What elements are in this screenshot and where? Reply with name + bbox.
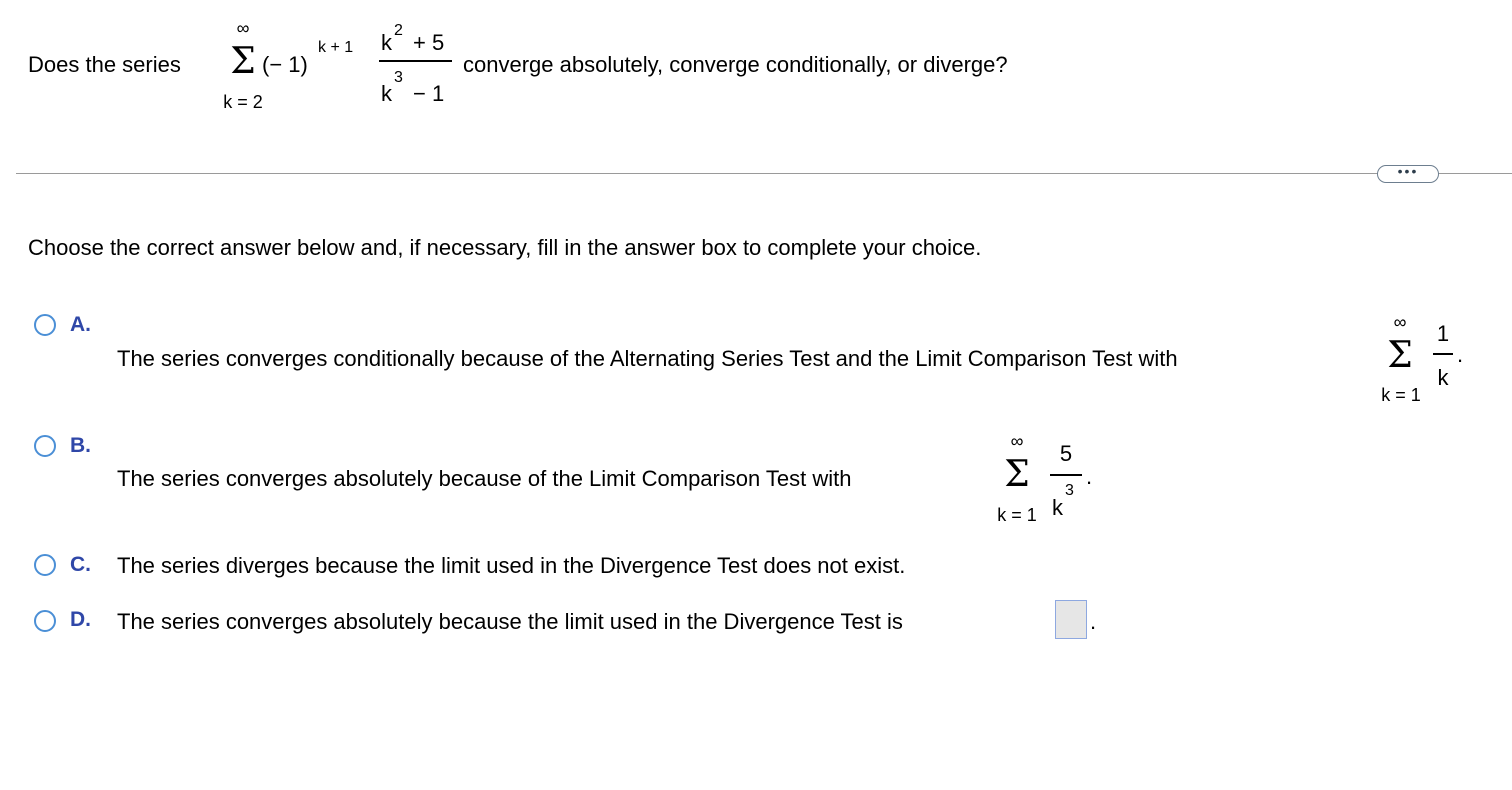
option-a-numerator: 1 [1436,321,1450,346]
denominator-exponent: 3 [394,69,403,86]
option-b-sum-upper: ∞ [1010,431,1024,451]
numerator-rest: + 5 [413,30,445,55]
option-c-letter: C. [70,553,91,576]
option-a-text: The series converges conditionally because of the Alternating Series Test and the Limit Comparison Test with [117,346,1178,371]
option-d-text: The series converges absolutely because the limit used in the Divergence Test is [117,609,903,634]
option-d-period: . [1090,609,1097,634]
sign-term: (− 1) [262,52,308,77]
option-a-denominator: k [1437,365,1449,390]
option-a-sum-lower: k = 1 [1381,385,1421,405]
option-b-denominator-base: k [1052,495,1063,520]
ellipsis-icon: ••• [1397,163,1419,179]
question-suffix: converge absolutely, converge conditionally, or diverge? [463,52,1008,77]
option-b-fraction-bar [1050,474,1082,476]
numerator-base: k [381,30,392,55]
more-options-button[interactable] [1377,165,1439,183]
option-d-radio[interactable] [34,610,56,632]
option-b-sigma: Σ [1004,454,1030,495]
option-c-radio[interactable] [34,554,56,576]
sum-upper-limit: ∞ [236,18,250,38]
sum-lower-limit: k = 2 [223,92,263,112]
option-b-period: . [1086,464,1093,489]
option-b-text: The series converges absolutely because of the Limit Comparison Test with [117,466,852,491]
option-b-numerator: 5 [1059,441,1073,466]
option-c-text: The series diverges because the limit used in the Divergence Test does not exist. [117,553,906,578]
option-b-denominator-exponent: 3 [1065,482,1074,499]
option-a-radio[interactable] [34,314,56,336]
sign-exponent: k + 1 [318,39,354,56]
numerator-exponent: 2 [394,22,403,39]
question-prefix: Does the series [28,52,181,77]
sigma-symbol: Σ [230,41,256,82]
option-a-sum-upper: ∞ [1393,312,1407,332]
option-b-sum-lower: k = 1 [997,505,1037,525]
option-a-letter: A. [70,313,91,336]
fraction-bar [379,60,452,62]
option-d-letter: D. [70,608,91,631]
option-b-letter: B. [70,434,91,457]
section-divider [16,173,1512,174]
option-a-fraction-bar [1433,353,1453,355]
option-b-radio[interactable] [34,435,56,457]
instructions-text: Choose the correct answer below and, if necessary, fill in the answer box to complete your choice. [28,235,982,260]
option-d-answer-box[interactable] [1055,600,1087,639]
denominator-base: k [381,81,392,106]
option-a-period: . [1457,342,1464,367]
denominator-rest: − 1 [413,81,445,106]
option-a-sigma: Σ [1387,335,1413,376]
